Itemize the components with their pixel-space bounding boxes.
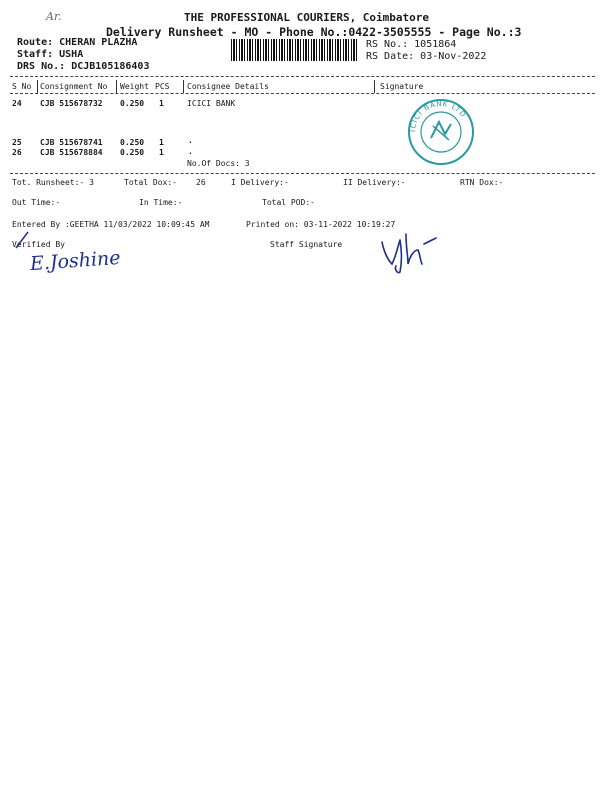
verified-by-label: Verified By bbox=[12, 240, 65, 249]
column-divider bbox=[37, 80, 38, 93]
col-header-consignment: Consignment No bbox=[40, 82, 108, 91]
row-consignee: ICICI BANK bbox=[187, 99, 236, 108]
out-time: Out Time:- bbox=[12, 198, 61, 207]
row-consignment: CJB 515678884 bbox=[40, 148, 103, 157]
total-dox-value: 26 bbox=[196, 178, 206, 187]
row-weight: 0.250 bbox=[120, 99, 145, 108]
printed-on: Printed on: 03-11-2022 10:19:27 bbox=[246, 220, 396, 229]
drs-number bbox=[17, 61, 149, 72]
tick-mark-icon bbox=[12, 230, 34, 250]
drs-label: DRS No.: bbox=[17, 61, 66, 72]
row-sno: 24 bbox=[12, 99, 22, 108]
entered-by: Entered By :GEETHA 11/03/2022 10:09:45 AM bbox=[12, 220, 210, 229]
rs-number: RS No.: 1051864 bbox=[366, 39, 457, 50]
row-pcs: 1 bbox=[159, 99, 164, 108]
barcode bbox=[231, 39, 359, 61]
company-name: THE PROFESSIONAL COURIERS, Coimbatore bbox=[184, 11, 430, 24]
row-weight: 0.250 bbox=[120, 138, 145, 147]
bank-stamp bbox=[407, 98, 475, 166]
route-text: Route: CHERAN PLAZHA bbox=[17, 37, 138, 48]
drs-value: DCJB105186403 bbox=[71, 61, 150, 72]
row-consignee: . bbox=[188, 136, 193, 145]
divider bbox=[10, 93, 595, 94]
ii-delivery: II Delivery:- bbox=[343, 178, 406, 187]
divider bbox=[10, 173, 595, 174]
divider bbox=[10, 76, 595, 77]
staff-signature-label: Staff Signature bbox=[270, 240, 343, 249]
col-header-signature: Signature bbox=[380, 82, 424, 91]
row-pcs: 1 bbox=[159, 138, 164, 147]
i-delivery: I Delivery:- bbox=[231, 178, 289, 187]
row-pcs: 1 bbox=[159, 148, 164, 157]
staff-signature bbox=[378, 230, 438, 276]
col-header-sno: S No bbox=[12, 82, 32, 91]
col-header-consignee: Consignee Details bbox=[187, 82, 269, 91]
rs-date: RS Date: 03-Nov-2022 bbox=[366, 51, 487, 62]
stamp-text: ICICI BANK LTD bbox=[408, 99, 468, 133]
staff-text: Staff: USHA bbox=[17, 49, 84, 60]
total-pod: Total POD:- bbox=[262, 198, 315, 207]
row-consignee: . bbox=[188, 147, 193, 156]
row-weight: 0.250 bbox=[120, 148, 145, 157]
docs-count: No.Of Docs: 3 bbox=[187, 159, 250, 168]
row-sno: 25 bbox=[12, 138, 22, 147]
row-sno: 26 bbox=[12, 148, 22, 157]
col-header-pcs: PCS bbox=[155, 82, 170, 91]
tot-runsheet: Tot. Runsheet:- 3 bbox=[12, 178, 94, 187]
row-consignment: CJB 515678741 bbox=[40, 138, 103, 147]
rtn-dox: RTN Dox:- bbox=[460, 178, 504, 187]
row-consignment: CJB 515678732 bbox=[40, 99, 103, 108]
col-header-weight: Weight bbox=[120, 82, 149, 91]
verifier-handwriting: E.Joshine bbox=[29, 246, 122, 276]
column-divider bbox=[374, 80, 375, 93]
runsheet-title: Delivery Runsheet - MO - Phone No.:0422-3505555 - Page No.:3 bbox=[106, 25, 522, 39]
corner-mark: Ar. bbox=[46, 10, 62, 23]
in-time: In Time:- bbox=[139, 198, 183, 207]
total-dox-label: Total Dox:- bbox=[124, 178, 177, 187]
column-divider bbox=[183, 80, 184, 93]
column-divider bbox=[116, 80, 117, 93]
